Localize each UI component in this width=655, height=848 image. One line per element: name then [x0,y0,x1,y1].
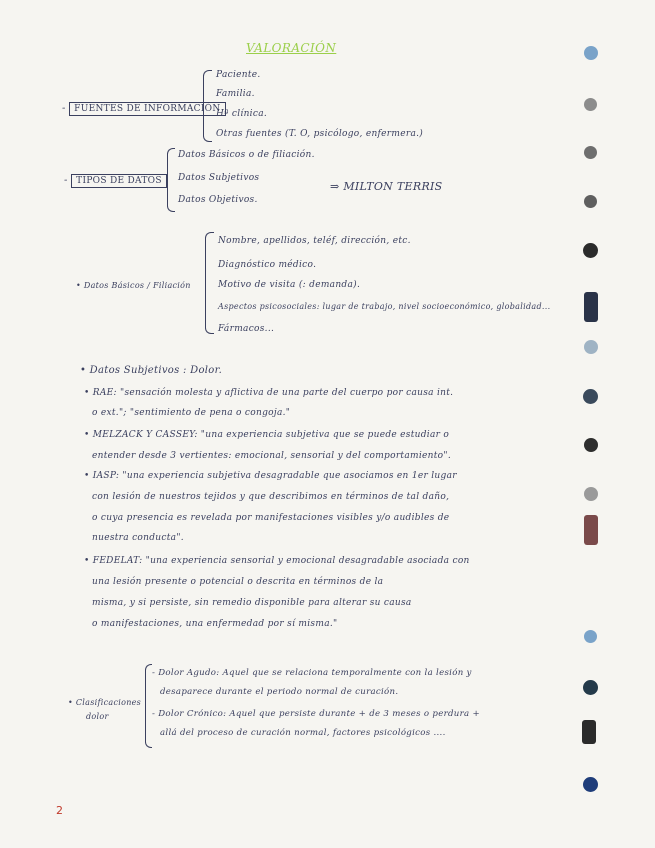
binder-hole [584,487,598,501]
def-rae-line: o ext."; "sentimiento de pena o congoja." [92,408,291,418]
fuentes-label: - FUENTES DE INFORMACIÓN [62,103,226,114]
tipos-item: Datos Básicos o de filiación. [178,150,315,160]
basicos-label: • Datos Básicos / Filiación [76,281,191,290]
def-iasp-line: • IASP: "una experiencia subjetiva desagradable que asociamos en 1er lugar [84,471,457,481]
binder-tab [584,515,598,545]
clasif-brace [145,664,152,748]
def-fedelat-line: o manifestaciones, una enfermedad por sí misma." [92,619,338,629]
def-fedelat-line: una lesión presente o potencial o descrita en términos de la [92,577,384,587]
fuentes-item: Familia. [216,89,255,99]
fuentes-item: Paciente. [216,70,261,80]
def-melzack-line: • MELZACK Y CASSEY: "una experiencia subjetiva que se puede estudiar o [84,430,450,440]
binder-tab [584,292,598,322]
tipos-label: - TIPOS DE DATOS [64,175,167,186]
page-title: VALORACIÓN [246,41,337,55]
fuentes-item: Hª clínica. [216,109,268,119]
binder-hole [584,438,598,452]
basicos-item: Aspectos psicosociales: lugar de trabajo, nivel socioeconómico, globalidad... [218,302,551,311]
binder-hole [584,146,597,159]
basicos-item: Fármacos... [218,324,275,334]
binder-hole [583,389,598,404]
clasif-label: • Clasificaciones [68,698,142,707]
basicos-item: Motivo de visita (: demanda). [218,280,361,290]
clasif-item: desaparece durante el periodo normal de curación. [160,687,399,697]
def-rae-line: • RAE: "sensación molesta y aflictiva de una parte del cuerpo por causa int. [84,388,454,398]
binder-hole [583,777,598,792]
page-number: 2 [56,804,63,817]
tipos-item: Datos Subjetivos [178,173,260,183]
fuentes-item: Otras fuentes (T. O, psicólogo, enfermera.) [216,129,424,139]
binder-hole [583,680,598,695]
tipos-note: ⇒ MILTON TERRIS [330,180,443,193]
binder-hole [584,46,598,60]
tipos-item: Datos Objetivos. [178,195,258,205]
binder-hole [584,630,597,643]
clasif-label: dolor [86,712,109,721]
basicos-item: Nombre, apellidos, teléf, dirección, etc. [218,236,411,246]
binder-hole [584,98,597,111]
basicos-brace [205,232,214,334]
def-fedelat-line: misma, y si persiste, sin remedio disponible para alterar su causa [92,598,412,608]
clasif-item: allá del proceso de curación normal, factores psicológicos .... [160,728,446,738]
clasif-item: - Dolor Crónico: Aquel que persiste durante + de 3 meses o perdura + [152,709,481,719]
binder-hole [583,243,598,258]
clasif-item: - Dolor Agudo: Aquel que se relaciona temporalmente con la lesión y [152,668,472,678]
basicos-item: Diagnóstico médico. [218,260,317,270]
def-fedelat-line: • FEDELAT: "una experiencia sensorial y emocional desagradable asociada con [84,556,470,566]
def-melzack-line: entender desde 3 vertientes: emocional, sensorial y del comportamiento". [92,451,451,461]
fuentes-brace [203,70,212,142]
binder-hole [584,195,597,208]
binder-tab [582,720,596,744]
def-iasp-line: o cuya presencia es revelada por manifestaciones visibles y/o audibles de [92,513,450,523]
def-iasp-line: nuestra conducta". [92,533,184,543]
tipos-brace [167,148,175,212]
binder-hole [584,340,598,354]
subjetivos-heading: • Datos Subjetivos : Dolor. [80,365,223,376]
def-iasp-line: con lesión de nuestros tejidos y que describimos en términos de tal daño, [92,492,450,502]
